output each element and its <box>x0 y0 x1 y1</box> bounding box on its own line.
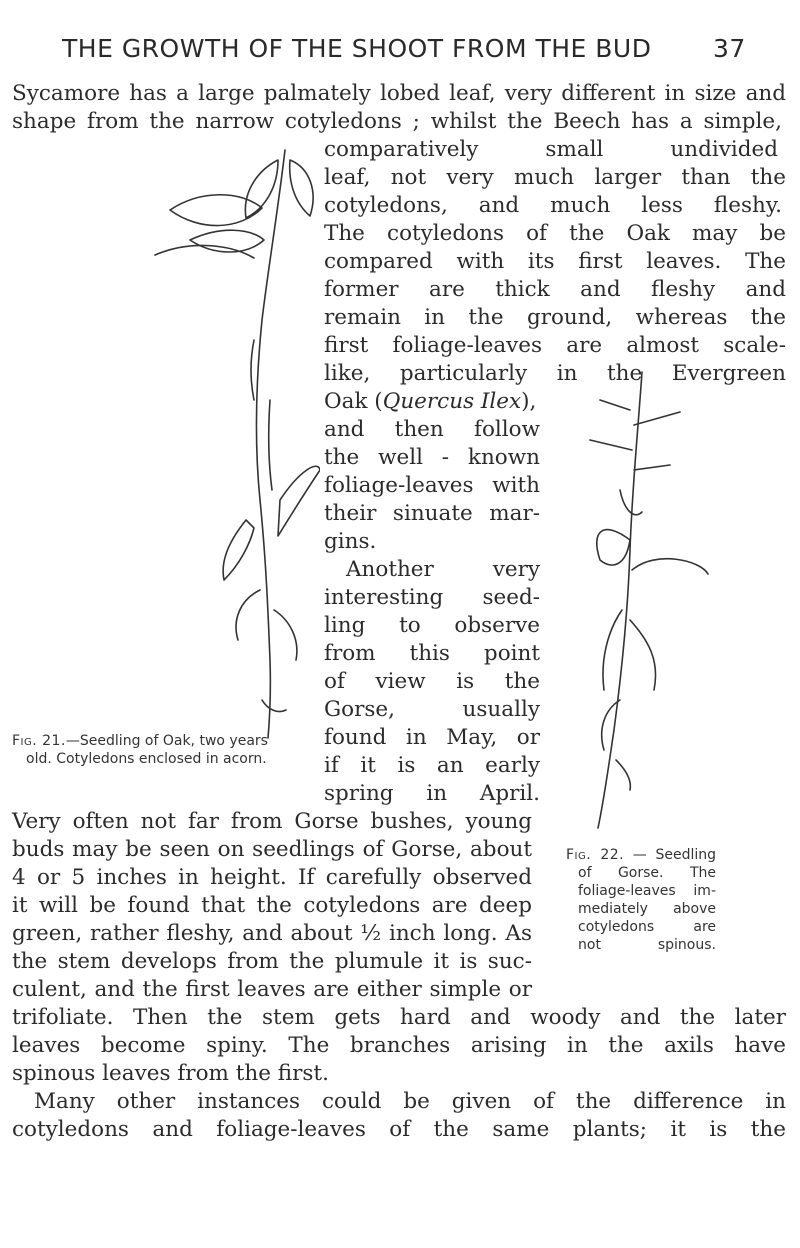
text-line: buds may be seen on seedlings of Gorse, about <box>12 837 532 862</box>
caption-text: mediately above <box>578 901 716 917</box>
text-line: Many other instances could be given of the difference in <box>34 1089 786 1114</box>
text-line: green, rather fleshy, and about ½ inch long. As <box>12 921 532 946</box>
caption-text: —Seedling of Oak, two years <box>65 733 268 749</box>
text-line: the well - known <box>324 445 540 470</box>
text-line: cotyledons and foliage-leaves of the same plants; it is the <box>12 1117 786 1142</box>
species-name: Quercus Ilex <box>382 389 522 414</box>
text-line: trifoliate. Then the stem gets hard and woody and the later <box>12 1005 786 1030</box>
text-fragment: ), <box>521 389 537 414</box>
page-number: 37 <box>713 34 746 63</box>
caption-text: — Seedling <box>632 847 716 863</box>
text-line: remain in the ground, whereas the <box>324 305 786 330</box>
figure-label: Fig. 22. <box>566 847 625 863</box>
text-line: interesting seed- <box>324 585 540 610</box>
text-line: found in May, or <box>324 725 540 750</box>
figure-21-oak-seedling <box>150 140 320 740</box>
text-line: spring in April. <box>324 781 540 806</box>
text-line: gins. <box>324 529 377 554</box>
text-line: The cotyledons of the Oak may be <box>324 221 786 246</box>
caption-text: cotyledons are <box>578 919 716 935</box>
text-line: ling to observe <box>324 613 540 638</box>
text-line: Gorse, usually <box>324 697 540 722</box>
text-line: former are thick and fleshy and <box>324 277 786 302</box>
text-fragment: Oak ( <box>324 389 383 414</box>
text-line: Very often not far from Gorse bushes, young <box>12 809 532 834</box>
text-line: 4 or 5 inches in height. If carefully observed <box>12 865 532 890</box>
text-line: like, particularly in the Evergreen <box>324 361 786 386</box>
text-line: comparatively small undivided <box>324 137 778 162</box>
text-line: of view is the <box>324 669 540 694</box>
caption-text: foliage-leaves im- <box>578 883 716 899</box>
text-line <box>324 388 536 416</box>
caption-text: old. Cotyledons enclosed in acorn. <box>26 751 267 767</box>
text-line: the stem develops from the plumule it is suc- <box>12 949 532 974</box>
text-line: cotyledons, and much less fleshy. <box>324 193 782 218</box>
text-line: if it is an early <box>324 753 540 778</box>
text-line: and then follow <box>324 417 540 442</box>
text-line: spinous leaves from the first. <box>12 1061 329 1086</box>
figure-label: Fig. 21. <box>12 733 66 749</box>
text-line: their sinuate mar- <box>324 501 540 526</box>
text-line: Another very <box>346 557 540 582</box>
figure-21-caption <box>12 732 312 768</box>
text-line: leaves become spiny. The branches arising in the axils have <box>12 1033 786 1058</box>
caption-text: of Gorse. The <box>578 865 716 881</box>
text-line: leaf, not very much larger than the <box>324 165 786 190</box>
figure-22-gorse-seedling <box>560 370 710 830</box>
text-line: it will be found that the cotyledons are deep <box>12 893 532 918</box>
chapter-title: THE GROWTH OF THE SHOOT FROM THE BUD <box>62 34 652 63</box>
text-line: compared with its first leaves. The <box>324 249 786 274</box>
text-line: shape from the narrow cotyledons ; whilst the Beech has a simple, <box>12 109 782 134</box>
text-line: Sycamore has a large palmately lobed leaf, very different in size and <box>12 81 786 106</box>
text-line: first foliage-leaves are almost scale- <box>324 333 786 358</box>
text-line: foliage-leaves with <box>324 473 540 498</box>
figure-22-caption <box>566 846 716 954</box>
text-line: culent, and the first leaves are either simple or <box>12 977 532 1002</box>
caption-text: not spinous. <box>578 937 716 953</box>
text-line: from this point <box>324 641 540 666</box>
